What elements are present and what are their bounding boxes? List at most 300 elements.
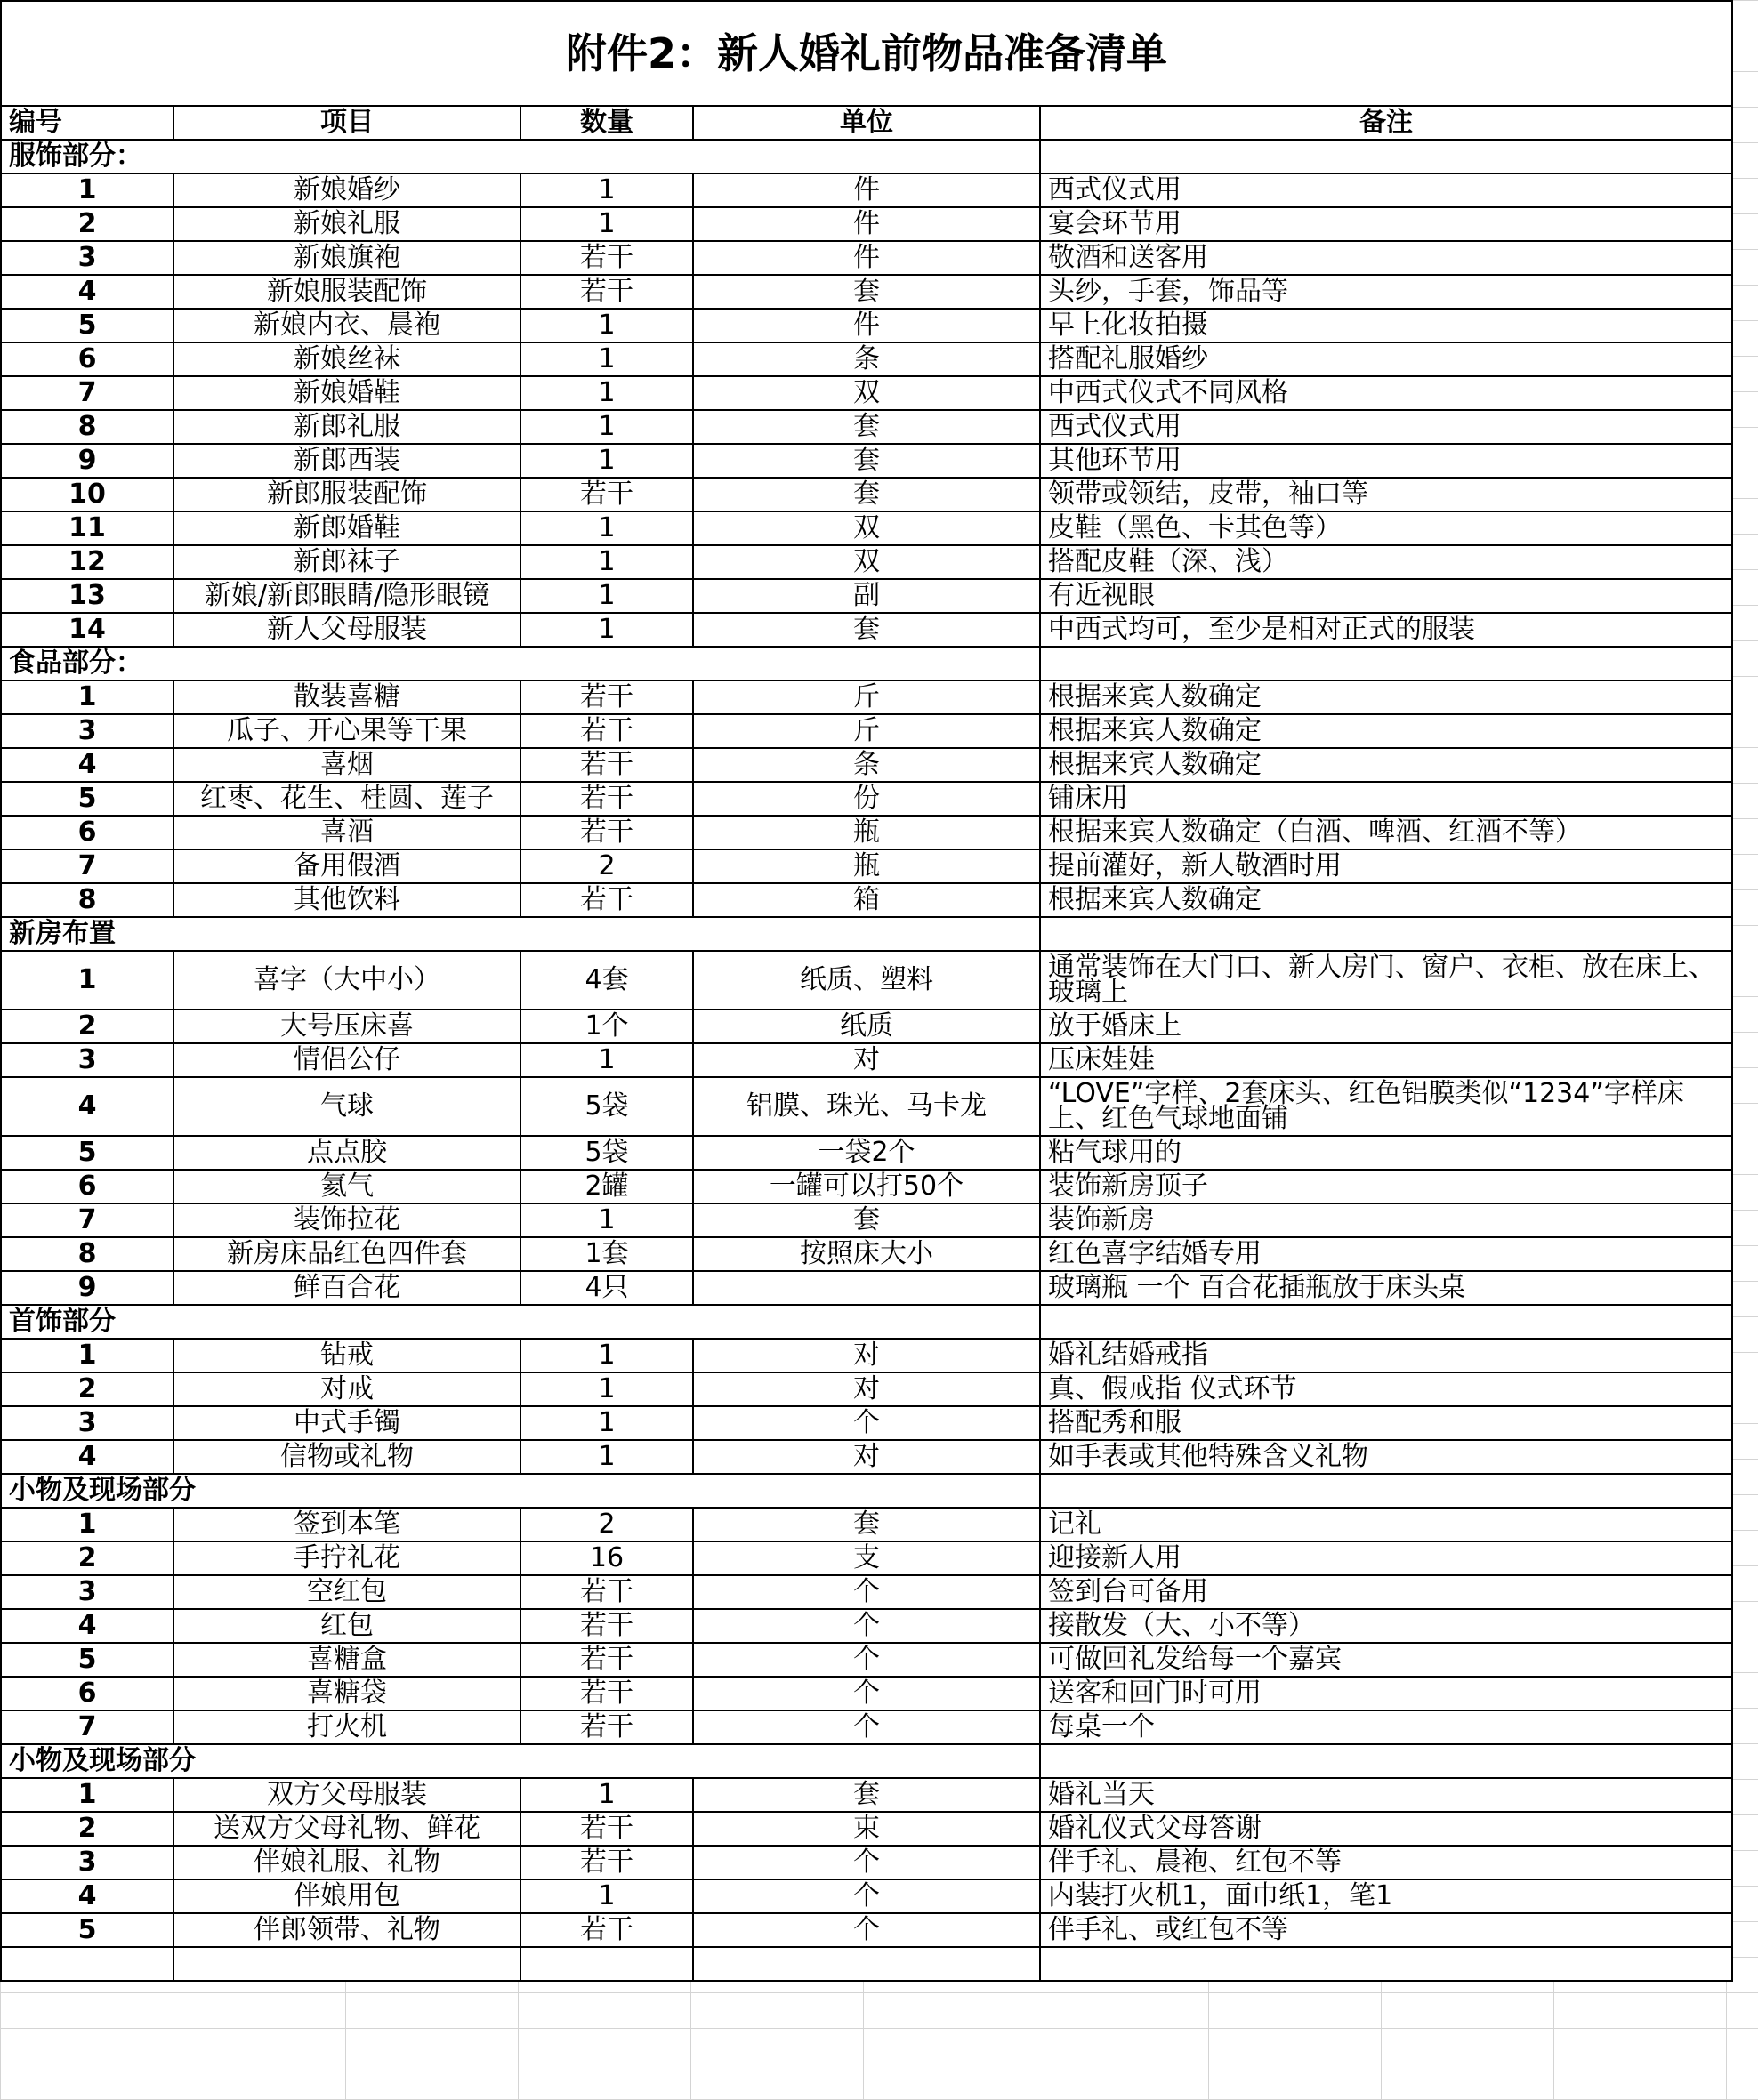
section-note-cell[interactable] — [1040, 917, 1732, 951]
row-number-cell[interactable]: 7 — [1, 376, 173, 410]
quantity-cell[interactable]: 1 — [520, 511, 693, 545]
table-row — [1, 173, 1732, 207]
item-cell[interactable]: 新娘婚鞋 — [173, 376, 520, 410]
table-row — [1, 1136, 1732, 1170]
note-cell[interactable]: 迎接新人用 — [1040, 1541, 1732, 1575]
quantity-cell[interactable]: 5袋 — [520, 1136, 693, 1170]
empty-cell[interactable] — [520, 1947, 693, 1981]
quantity-cell[interactable]: 16 — [520, 1541, 693, 1575]
note-cell[interactable]: 搭配礼服婚纱 — [1040, 342, 1732, 376]
note-cell[interactable]: 送客和回门时可用 — [1040, 1677, 1732, 1710]
table-row — [1, 748, 1732, 782]
note-cell[interactable]: 早上化妆拍摄 — [1040, 309, 1732, 342]
unit-cell[interactable]: 套 — [693, 410, 1040, 444]
item-cell[interactable]: 鲜百合花 — [173, 1271, 520, 1305]
item-cell[interactable]: 手拧礼花 — [173, 1541, 520, 1575]
table-row — [1, 1508, 1732, 1541]
unit-cell[interactable]: 对 — [693, 1339, 1040, 1372]
quantity-cell[interactable]: 2 — [520, 1508, 693, 1541]
note-cell[interactable]: 中西式均可，至少是相对正式的服装 — [1040, 613, 1732, 647]
quantity-cell[interactable]: 1 — [520, 309, 693, 342]
item-cell[interactable]: 双方父母服装 — [173, 1778, 520, 1812]
item-cell[interactable]: 对戒 — [173, 1372, 520, 1406]
row-number-cell[interactable]: 4 — [1, 275, 173, 309]
note-cell[interactable]: 放于婚床上 — [1040, 1010, 1732, 1043]
row-number-cell[interactable]: 4 — [1, 1879, 173, 1913]
item-cell[interactable]: 新娘旗袍 — [173, 241, 520, 275]
unit-cell[interactable]: 套 — [693, 1203, 1040, 1237]
unit-cell[interactable]: 套 — [693, 1778, 1040, 1812]
item-cell[interactable]: 新娘/新郎眼睛/隐形眼镜 — [173, 579, 520, 613]
row-number-cell[interactable]: 6 — [1, 1170, 173, 1203]
table-row — [1, 1271, 1732, 1305]
note-cell[interactable]: 接散发（大、小不等） — [1040, 1609, 1732, 1643]
row-number-cell[interactable]: 3 — [1, 1575, 173, 1609]
unit-cell[interactable]: 套 — [693, 613, 1040, 647]
item-cell[interactable]: 新娘礼服 — [173, 207, 520, 241]
item-cell[interactable]: 伴娘礼服、礼物 — [173, 1846, 520, 1879]
note-cell[interactable]: 根据来宾人数确定 — [1040, 680, 1732, 714]
unit-cell[interactable]: 按照床大小 — [693, 1237, 1040, 1271]
unit-cell[interactable]: 个 — [693, 1846, 1040, 1879]
table-row — [1, 714, 1732, 748]
item-cell[interactable]: 大号压床喜 — [173, 1010, 520, 1043]
section-header-row — [1, 917, 1732, 951]
row-number-cell[interactable]: 1 — [1, 173, 173, 207]
unit-cell[interactable]: 个 — [693, 1879, 1040, 1913]
unit-cell[interactable]: 铝膜、珠光、马卡龙 — [693, 1077, 1040, 1136]
item-cell[interactable]: 其他饮料 — [173, 883, 520, 917]
unit-cell[interactable]: 对 — [693, 1372, 1040, 1406]
page-title[interactable]: 附件2：新人婚礼前物品准备清单 — [1, 1, 1732, 106]
quantity-cell[interactable]: 若干 — [520, 883, 693, 917]
note-cell[interactable]: 婚礼结婚戒指 — [1040, 1339, 1732, 1372]
note-cell[interactable]: 真、假戒指 仪式环节 — [1040, 1372, 1732, 1406]
item-cell[interactable]: 伴娘用包 — [173, 1879, 520, 1913]
note-cell[interactable]: 头纱，手套，饰品等 — [1040, 275, 1732, 309]
note-cell[interactable]: 其他环节用 — [1040, 444, 1732, 478]
note-cell[interactable]: 婚礼仪式父母答谢 — [1040, 1812, 1732, 1846]
section-header-row — [1, 140, 1732, 173]
row-number-cell[interactable]: 13 — [1, 579, 173, 613]
row-number-cell[interactable]: 2 — [1, 1010, 173, 1043]
note-cell[interactable]: 红色喜字结婚专用 — [1040, 1237, 1732, 1271]
note-cell[interactable]: 根据来宾人数确定 — [1040, 748, 1732, 782]
quantity-cell[interactable]: 若干 — [520, 782, 693, 816]
unit-cell[interactable]: 纸质、塑料 — [693, 951, 1040, 1010]
row-number-cell[interactable]: 3 — [1, 1043, 173, 1077]
unit-cell[interactable]: 双 — [693, 376, 1040, 410]
note-cell[interactable]: 西式仪式用 — [1040, 410, 1732, 444]
item-cell[interactable]: 新娘服装配饰 — [173, 275, 520, 309]
unit-cell[interactable]: 纸质 — [693, 1010, 1040, 1043]
note-cell[interactable]: 敬酒和送客用 — [1040, 241, 1732, 275]
unit-cell[interactable]: 对 — [693, 1043, 1040, 1077]
section-note-cell[interactable] — [1040, 140, 1732, 173]
table-row — [1, 951, 1732, 1010]
quantity-cell[interactable]: 1 — [520, 444, 693, 478]
unit-cell[interactable]: 一袋2个 — [693, 1136, 1040, 1170]
header-item[interactable]: 项目 — [173, 106, 520, 140]
unit-cell[interactable]: 件 — [693, 241, 1040, 275]
row-number-cell[interactable]: 5 — [1, 309, 173, 342]
row-number-cell[interactable]: 6 — [1, 1677, 173, 1710]
item-cell[interactable]: 新郎袜子 — [173, 545, 520, 579]
item-cell[interactable]: 情侣公仔 — [173, 1043, 520, 1077]
quantity-cell[interactable]: 4套 — [520, 951, 693, 1010]
row-number-cell[interactable]: 8 — [1, 883, 173, 917]
row-number-cell[interactable]: 5 — [1, 782, 173, 816]
row-number-cell[interactable]: 5 — [1, 1136, 173, 1170]
unit-cell[interactable]: 一罐可以打50个 — [693, 1170, 1040, 1203]
table-row — [1, 511, 1732, 545]
table-row — [1, 1609, 1732, 1643]
section-title[interactable]: 食品部分： — [1, 647, 1040, 680]
note-cell[interactable]: 根据来宾人数确定 — [1040, 883, 1732, 917]
table-row — [1, 1677, 1732, 1710]
section-note-cell[interactable] — [1040, 1474, 1732, 1508]
section-header-row — [1, 1474, 1732, 1508]
section-note-cell[interactable] — [1040, 1305, 1732, 1339]
table-row — [1, 444, 1732, 478]
note-cell[interactable]: 皮鞋（黑色、卡其色等） — [1040, 511, 1732, 545]
item-cell[interactable]: 空红包 — [173, 1575, 520, 1609]
quantity-cell[interactable]: 1 — [520, 545, 693, 579]
table-row — [1, 1372, 1732, 1406]
unit-cell[interactable]: 件 — [693, 207, 1040, 241]
item-cell[interactable]: 散装喜糖 — [173, 680, 520, 714]
quantity-cell[interactable]: 若干 — [520, 816, 693, 849]
item-cell[interactable]: 喜糖袋 — [173, 1677, 520, 1710]
table-row — [1, 680, 1732, 714]
quantity-cell[interactable]: 若干 — [520, 1609, 693, 1643]
table-row — [1, 1913, 1732, 1947]
quantity-cell[interactable]: 若干 — [520, 1643, 693, 1677]
table-row — [1, 309, 1732, 342]
table-row — [1, 275, 1732, 309]
unit-cell[interactable]: 套 — [693, 275, 1040, 309]
unit-cell[interactable]: 斤 — [693, 714, 1040, 748]
item-cell[interactable]: 点点胶 — [173, 1136, 520, 1170]
section-title[interactable]: 小物及现场部分 — [1, 1474, 1040, 1508]
quantity-cell[interactable]: 若干 — [520, 1710, 693, 1744]
quantity-cell[interactable]: 1个 — [520, 1010, 693, 1043]
quantity-cell[interactable]: 若干 — [520, 1812, 693, 1846]
note-cell[interactable]: 中西式仪式不同风格 — [1040, 376, 1732, 410]
table-row — [1, 207, 1732, 241]
row-number-cell[interactable]: 1 — [1, 1508, 173, 1541]
table-row — [1, 1575, 1732, 1609]
note-cell[interactable]: 可做回礼发给每一个嘉宾 — [1040, 1643, 1732, 1677]
table-row — [1, 579, 1732, 613]
row-number-cell[interactable]: 1 — [1, 1778, 173, 1812]
table-row — [1, 478, 1732, 511]
table-row — [1, 816, 1732, 849]
unit-cell[interactable]: 个 — [693, 1677, 1040, 1710]
table-row — [1, 849, 1732, 883]
note-cell[interactable]: 伴手礼、晨袍、红包不等 — [1040, 1846, 1732, 1879]
note-cell[interactable]: 通常装饰在大门口、新人房门、窗户、衣柜、放在床上、玻璃上 — [1040, 951, 1732, 1010]
item-cell[interactable]: 红包 — [173, 1609, 520, 1643]
unit-cell[interactable]: 条 — [693, 342, 1040, 376]
quantity-cell[interactable]: 1 — [520, 1440, 693, 1474]
item-cell[interactable]: 签到本笔 — [173, 1508, 520, 1541]
item-cell[interactable]: 中式手镯 — [173, 1406, 520, 1440]
item-cell[interactable]: 新娘丝袜 — [173, 342, 520, 376]
item-cell[interactable]: 喜糖盒 — [173, 1643, 520, 1677]
row-number-cell[interactable]: 1 — [1, 1339, 173, 1372]
unit-cell[interactable]: 双 — [693, 545, 1040, 579]
row-number-cell[interactable]: 8 — [1, 1237, 173, 1271]
section-header-row — [1, 1744, 1732, 1778]
note-cell[interactable]: 宴会环节用 — [1040, 207, 1732, 241]
note-cell[interactable]: 装饰新房顶子 — [1040, 1170, 1732, 1203]
row-number-cell[interactable]: 1 — [1, 951, 173, 1010]
row-number-cell[interactable]: 1 — [1, 680, 173, 714]
quantity-cell[interactable]: 若干 — [520, 714, 693, 748]
note-cell[interactable]: 粘气球用的 — [1040, 1136, 1732, 1170]
empty-row — [1, 1947, 1732, 1981]
quantity-cell[interactable]: 若干 — [520, 1575, 693, 1609]
item-cell[interactable]: 信物或礼物 — [173, 1440, 520, 1474]
empty-cell[interactable] — [1, 1947, 173, 1981]
quantity-cell[interactable]: 若干 — [520, 1846, 693, 1879]
quantity-cell[interactable]: 若干 — [520, 1677, 693, 1710]
unit-cell[interactable]: 个 — [693, 1406, 1040, 1440]
note-cell[interactable]: 记礼 — [1040, 1508, 1732, 1541]
quantity-cell[interactable]: 1 — [520, 410, 693, 444]
row-number-cell[interactable]: 2 — [1, 207, 173, 241]
quantity-cell[interactable]: 5袋 — [520, 1077, 693, 1136]
note-cell[interactable]: 根据来宾人数确定 — [1040, 714, 1732, 748]
note-cell[interactable]: 伴手礼、或红包不等 — [1040, 1913, 1732, 1947]
quantity-cell[interactable]: 1 — [520, 207, 693, 241]
row-number-cell[interactable]: 4 — [1, 1440, 173, 1474]
quantity-cell[interactable]: 1 — [520, 1778, 693, 1812]
note-cell[interactable]: 根据来宾人数确定（白酒、啤酒、红酒不等） — [1040, 816, 1732, 849]
row-number-cell[interactable]: 2 — [1, 1812, 173, 1846]
unit-cell[interactable]: 份 — [693, 782, 1040, 816]
note-cell[interactable]: 内装打火机1，面巾纸1，笔1 — [1040, 1879, 1732, 1913]
table-row — [1, 1541, 1732, 1575]
row-number-cell[interactable]: 3 — [1, 714, 173, 748]
quantity-cell[interactable]: 1 — [520, 1043, 693, 1077]
item-cell[interactable]: 气球 — [173, 1077, 520, 1136]
unit-cell[interactable] — [693, 1271, 1040, 1305]
quantity-cell[interactable]: 1 — [520, 376, 693, 410]
note-cell[interactable]: 婚礼当天 — [1040, 1778, 1732, 1812]
section-note-cell[interactable] — [1040, 647, 1732, 680]
quantity-cell[interactable]: 1 — [520, 1879, 693, 1913]
unit-cell[interactable]: 套 — [693, 478, 1040, 511]
row-number-cell[interactable]: 3 — [1, 1406, 173, 1440]
unit-cell[interactable]: 套 — [693, 1508, 1040, 1541]
section-title[interactable]: 服饰部分： — [1, 140, 1040, 173]
item-cell[interactable]: 氦气 — [173, 1170, 520, 1203]
quantity-cell[interactable]: 1 — [520, 342, 693, 376]
row-number-cell[interactable]: 7 — [1, 849, 173, 883]
table-row — [1, 342, 1732, 376]
item-cell[interactable]: 备用假酒 — [173, 849, 520, 883]
unit-cell[interactable]: 个 — [693, 1913, 1040, 1947]
item-cell[interactable]: 新人父母服装 — [173, 613, 520, 647]
item-cell[interactable]: 新郎服装配饰 — [173, 478, 520, 511]
row-number-cell[interactable]: 7 — [1, 1710, 173, 1744]
table-row — [1, 1812, 1732, 1846]
note-cell[interactable]: 每桌一个 — [1040, 1710, 1732, 1744]
item-cell[interactable]: 新娘内衣、晨袍 — [173, 309, 520, 342]
header-note[interactable]: 备注 — [1040, 106, 1732, 140]
unit-cell[interactable]: 箱 — [693, 883, 1040, 917]
unit-cell[interactable]: 件 — [693, 309, 1040, 342]
section-note-cell[interactable] — [1040, 1744, 1732, 1778]
row-number-cell[interactable]: 12 — [1, 545, 173, 579]
unit-cell[interactable]: 瓶 — [693, 816, 1040, 849]
table-row — [1, 241, 1732, 275]
row-number-cell[interactable]: 7 — [1, 1203, 173, 1237]
quantity-cell[interactable]: 2罐 — [520, 1170, 693, 1203]
item-cell[interactable]: 红枣、花生、桂圆、莲子 — [173, 782, 520, 816]
table-row — [1, 1237, 1732, 1271]
quantity-cell[interactable]: 1 — [520, 613, 693, 647]
note-cell[interactable]: 签到台可备用 — [1040, 1575, 1732, 1609]
header-row — [1, 106, 1732, 140]
item-cell[interactable]: 喜烟 — [173, 748, 520, 782]
note-cell[interactable]: 西式仪式用 — [1040, 173, 1732, 207]
row-number-cell[interactable]: 11 — [1, 511, 173, 545]
note-cell[interactable]: 领带或领结，皮带，袖口等 — [1040, 478, 1732, 511]
row-number-cell[interactable]: 14 — [1, 613, 173, 647]
table-row — [1, 1846, 1732, 1879]
row-number-cell[interactable]: 6 — [1, 816, 173, 849]
row-number-cell[interactable]: 9 — [1, 1271, 173, 1305]
unit-cell[interactable]: 瓶 — [693, 849, 1040, 883]
row-number-cell[interactable]: 6 — [1, 342, 173, 376]
unit-cell[interactable]: 个 — [693, 1710, 1040, 1744]
note-cell[interactable]: 提前灌好，新人敬酒时用 — [1040, 849, 1732, 883]
header-unit[interactable]: 单位 — [693, 106, 1040, 140]
quantity-cell[interactable]: 1 — [520, 1339, 693, 1372]
section-title[interactable]: 新房布置 — [1, 917, 1040, 951]
unit-cell[interactable]: 束 — [693, 1812, 1040, 1846]
table-row — [1, 883, 1732, 917]
table-row — [1, 1710, 1732, 1744]
unit-cell[interactable]: 对 — [693, 1440, 1040, 1474]
unit-cell[interactable]: 斤 — [693, 680, 1040, 714]
quantity-cell[interactable]: 1 — [520, 579, 693, 613]
row-number-cell[interactable]: 4 — [1, 748, 173, 782]
unit-cell[interactable]: 套 — [693, 444, 1040, 478]
note-cell[interactable]: 搭配皮鞋（深、浅） — [1040, 545, 1732, 579]
unit-cell[interactable]: 支 — [693, 1541, 1040, 1575]
quantity-cell[interactable]: 2 — [520, 849, 693, 883]
empty-cell[interactable] — [693, 1947, 1040, 1981]
section-title[interactable]: 小物及现场部分 — [1, 1744, 1040, 1778]
unit-cell[interactable]: 个 — [693, 1575, 1040, 1609]
row-number-cell[interactable]: 5 — [1, 1643, 173, 1677]
table-row — [1, 545, 1732, 579]
table-row — [1, 1043, 1732, 1077]
quantity-cell[interactable]: 4只 — [520, 1271, 693, 1305]
quantity-cell[interactable]: 若干 — [520, 748, 693, 782]
item-cell[interactable]: 新郎西装 — [173, 444, 520, 478]
section-header-row — [1, 647, 1732, 680]
table-row — [1, 1203, 1732, 1237]
empty-cell[interactable] — [1040, 1947, 1732, 1981]
item-cell[interactable]: 新郎婚鞋 — [173, 511, 520, 545]
note-cell[interactable]: 搭配秀和服 — [1040, 1406, 1732, 1440]
note-cell[interactable]: 压床娃娃 — [1040, 1043, 1732, 1077]
row-number-cell[interactable]: 5 — [1, 1913, 173, 1947]
item-cell[interactable]: 新房床品红色四件套 — [173, 1237, 520, 1271]
table-row — [1, 376, 1732, 410]
quantity-cell[interactable]: 1 — [520, 173, 693, 207]
quantity-cell[interactable]: 1 — [520, 1406, 693, 1440]
quantity-cell[interactable]: 1 — [520, 1203, 693, 1237]
quantity-cell[interactable]: 若干 — [520, 680, 693, 714]
quantity-cell[interactable]: 1 — [520, 1372, 693, 1406]
note-cell[interactable]: 玻璃瓶 一个 百合花插瓶放于床头桌 — [1040, 1271, 1732, 1305]
item-cell[interactable]: 新郎礼服 — [173, 410, 520, 444]
quantity-cell[interactable]: 若干 — [520, 275, 693, 309]
unit-cell[interactable]: 副 — [693, 579, 1040, 613]
section-header-row — [1, 1305, 1732, 1339]
empty-cell[interactable] — [173, 1947, 520, 1981]
row-number-cell[interactable]: 4 — [1, 1609, 173, 1643]
quantity-cell[interactable]: 若干 — [520, 241, 693, 275]
header-no[interactable]: 编号 — [1, 106, 173, 140]
item-cell[interactable]: 瓜子、开心果等干果 — [173, 714, 520, 748]
quantity-cell[interactable]: 若干 — [520, 478, 693, 511]
note-cell[interactable]: 装饰新房 — [1040, 1203, 1732, 1237]
row-number-cell[interactable]: 2 — [1, 1372, 173, 1406]
note-cell[interactable]: “LOVE”字样、2套床头、红色铝膜类似“1234”字样床上、红色气球地面铺 — [1040, 1077, 1732, 1136]
table-row — [1, 1643, 1732, 1677]
item-cell[interactable]: 新娘婚纱 — [173, 173, 520, 207]
item-cell[interactable]: 送双方父母礼物、鲜花 — [173, 1812, 520, 1846]
item-cell[interactable]: 喜字（大中小） — [173, 951, 520, 1010]
item-cell[interactable]: 打火机 — [173, 1710, 520, 1744]
table-row — [1, 1879, 1732, 1913]
row-number-cell[interactable]: 9 — [1, 444, 173, 478]
header-qty[interactable]: 数量 — [520, 106, 693, 140]
row-number-cell[interactable]: 8 — [1, 410, 173, 444]
quantity-cell[interactable]: 1套 — [520, 1237, 693, 1271]
row-number-cell[interactable]: 10 — [1, 478, 173, 511]
note-cell[interactable]: 铺床用 — [1040, 782, 1732, 816]
table-row — [1, 1339, 1732, 1372]
unit-cell[interactable]: 件 — [693, 173, 1040, 207]
unit-cell[interactable]: 双 — [693, 511, 1040, 545]
item-cell[interactable]: 装饰拉花 — [173, 1203, 520, 1237]
note-cell[interactable]: 有近视眼 — [1040, 579, 1732, 613]
unit-cell[interactable]: 条 — [693, 748, 1040, 782]
row-number-cell[interactable]: 3 — [1, 241, 173, 275]
row-number-cell[interactable]: 3 — [1, 1846, 173, 1879]
item-cell[interactable]: 喜酒 — [173, 816, 520, 849]
unit-cell[interactable]: 个 — [693, 1609, 1040, 1643]
item-cell[interactable]: 伴郎领带、礼物 — [173, 1913, 520, 1947]
section-title[interactable]: 首饰部分 — [1, 1305, 1040, 1339]
table-row — [1, 1406, 1732, 1440]
unit-cell[interactable]: 个 — [693, 1643, 1040, 1677]
note-cell[interactable]: 如手表或其他特殊含义礼物 — [1040, 1440, 1732, 1474]
item-cell[interactable]: 钻戒 — [173, 1339, 520, 1372]
table-row — [1, 1440, 1732, 1474]
row-number-cell[interactable]: 2 — [1, 1541, 173, 1575]
row-number-cell[interactable]: 4 — [1, 1077, 173, 1136]
quantity-cell[interactable]: 若干 — [520, 1913, 693, 1947]
